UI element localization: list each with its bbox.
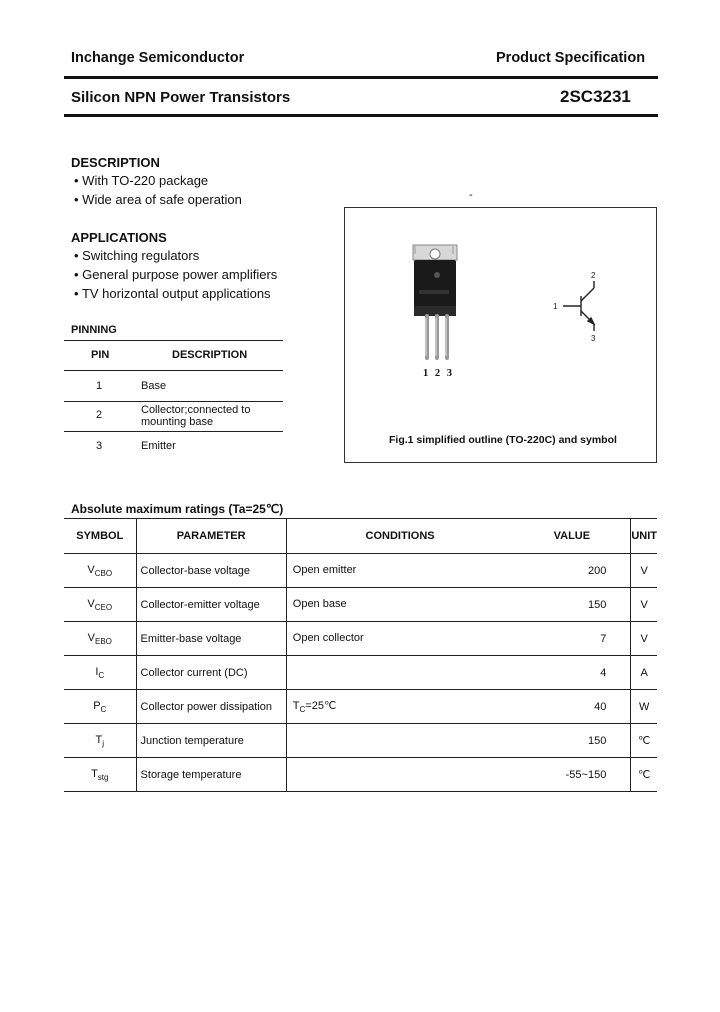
value-cell: 40: [513, 690, 630, 724]
pinning-row-rule: [64, 431, 283, 432]
unit-cell: A: [640, 666, 648, 679]
symbol-subscript: C: [98, 670, 105, 680]
symbol-letter: I: [95, 665, 99, 678]
npn-transistor-symbol-icon: [563, 281, 594, 331]
pin-desc-header: DESCRIPTION: [172, 349, 248, 361]
ratings-title: Absolute maximum ratings (Ta=25℃): [71, 502, 284, 516]
symbol-subscript: stg: [97, 772, 109, 782]
pin-description: Base: [141, 380, 167, 392]
stray-mark: -: [469, 189, 473, 201]
package-pin-labels: 1 2 3: [423, 368, 452, 379]
symbol-letter: V: [87, 563, 95, 576]
conditions-cell: [286, 656, 513, 690]
unit-cell: V: [640, 632, 648, 645]
pinning-header-rule: [64, 370, 283, 371]
value-header: VALUE: [513, 519, 630, 554]
symbol-subscript: CBO: [94, 568, 113, 578]
application-item: • TV horizontal output applications: [74, 284, 277, 303]
conditions-cell: [286, 554, 513, 588]
conditions-cell: [286, 758, 513, 792]
parameter-header: PARAMETER: [136, 519, 286, 554]
pin-description: Collector;connected to mounting base: [141, 404, 251, 428]
table-row: [64, 758, 657, 792]
value-cell: 150: [513, 724, 630, 758]
description-item: • With TO-220 package: [74, 171, 242, 190]
unit-cell: V: [640, 598, 648, 611]
symbol-letter: T: [91, 767, 98, 780]
pin-number: 1: [96, 380, 103, 392]
unit-cell: W: [638, 700, 650, 713]
value-cell: 7: [513, 622, 630, 656]
application-item: • Switching regulators: [74, 246, 277, 265]
pinning-top-rule: [64, 340, 283, 341]
conditions-symbol: T: [292, 700, 300, 712]
symbol-letter: P: [93, 699, 101, 712]
table-row: [64, 724, 657, 758]
conditions-header: CONDITIONS: [365, 530, 435, 542]
description-list: [74, 171, 242, 209]
symbol-subscript: EBO: [94, 636, 112, 646]
symbol-letter: T: [95, 733, 103, 746]
symbol-subscript: C: [100, 704, 107, 714]
symbol-pin-collector-label: 2: [591, 271, 596, 280]
symbol-cell: [64, 622, 136, 656]
pin-header: PIN: [91, 349, 110, 361]
parameter-cell: Junction temperature: [136, 724, 286, 758]
symbol-subscript: j: [102, 738, 105, 748]
pin-number: 2: [96, 409, 103, 421]
symbol-cell: [64, 656, 136, 690]
unit-cell: ℃: [637, 735, 651, 747]
header-rule-top: [64, 76, 658, 79]
table-row: [64, 588, 657, 622]
symbol-subscript: CEO: [94, 602, 113, 612]
header-rule-bottom: [64, 114, 658, 117]
applications-title: APPLICATIONS: [71, 230, 167, 245]
conditions-cell: [286, 690, 513, 724]
to220-body-icon: [414, 260, 456, 316]
symbol-pin-emitter-label: 3: [591, 334, 596, 343]
conditions-text: Open base: [292, 597, 347, 610]
pin-number: 3: [96, 440, 103, 452]
symbol-cell: [64, 588, 136, 622]
unit-header: UNIT: [631, 530, 657, 542]
parameter-cell: Emitter-base voltage: [136, 622, 286, 656]
table-row: [64, 554, 657, 588]
symbol-letter: V: [87, 597, 95, 610]
conditions-text: Open emitter: [292, 563, 357, 576]
symbol-cell: [64, 554, 136, 588]
doc-subtitle: Silicon NPN Power Transistors: [71, 89, 291, 106]
doc-type: Product Specification: [496, 50, 646, 66]
application-item: • General purpose power amplifiers: [74, 265, 277, 284]
pin-description: Emitter: [141, 440, 176, 452]
parameter-cell: Collector-emitter voltage: [136, 588, 286, 622]
to220-tab-icon: [413, 245, 457, 260]
unit-cell: V: [640, 564, 648, 577]
ratings-body: [64, 554, 657, 792]
symbol-header: SYMBOL: [64, 519, 136, 554]
value-cell: 200: [513, 554, 630, 588]
description-item: • Wide area of safe operation: [74, 190, 242, 209]
symbol-cell: [64, 758, 136, 792]
applications-list: [74, 246, 277, 303]
table-row: [64, 690, 657, 724]
value-cell: 150: [513, 588, 630, 622]
pinning-title: PINNING: [71, 324, 117, 336]
table-row: [64, 622, 657, 656]
ratings-header-row: [64, 519, 657, 554]
company-name: Inchange Semiconductor: [71, 50, 245, 66]
parameter-cell: Collector current (DC): [136, 656, 286, 690]
value-cell: 4: [513, 656, 630, 690]
part-number: 2SC3231: [560, 87, 631, 106]
symbol-cell: [64, 690, 136, 724]
symbol-letter: V: [87, 631, 95, 644]
parameter-cell: Collector power dissipation: [136, 690, 286, 724]
unit-cell: ℃: [637, 769, 651, 781]
conditions-subscript: C: [299, 705, 306, 714]
conditions-rest: =25℃: [305, 700, 337, 712]
figure-box: [344, 207, 657, 463]
value-cell: -55~150: [513, 758, 630, 792]
table-row: [64, 656, 657, 690]
symbol-pin-base-label: 1: [553, 302, 558, 311]
symbol-cell: [64, 724, 136, 758]
parameter-cell: Storage temperature: [136, 758, 286, 792]
to220-leads-icon: [427, 316, 447, 358]
pinning-row-rule: [64, 401, 283, 402]
parameter-cell: Collector-base voltage: [136, 554, 286, 588]
conditions-cell: [286, 724, 513, 758]
conditions-cell: [286, 622, 513, 656]
conditions-cell: [286, 588, 513, 622]
conditions-text: Open collector: [292, 631, 364, 644]
description-title: DESCRIPTION: [71, 155, 160, 170]
ratings-table: [64, 518, 657, 792]
to220-package-image: [345, 208, 656, 462]
figure-caption: Fig.1 simplified outline (TO-220C) and symbol: [389, 434, 617, 446]
